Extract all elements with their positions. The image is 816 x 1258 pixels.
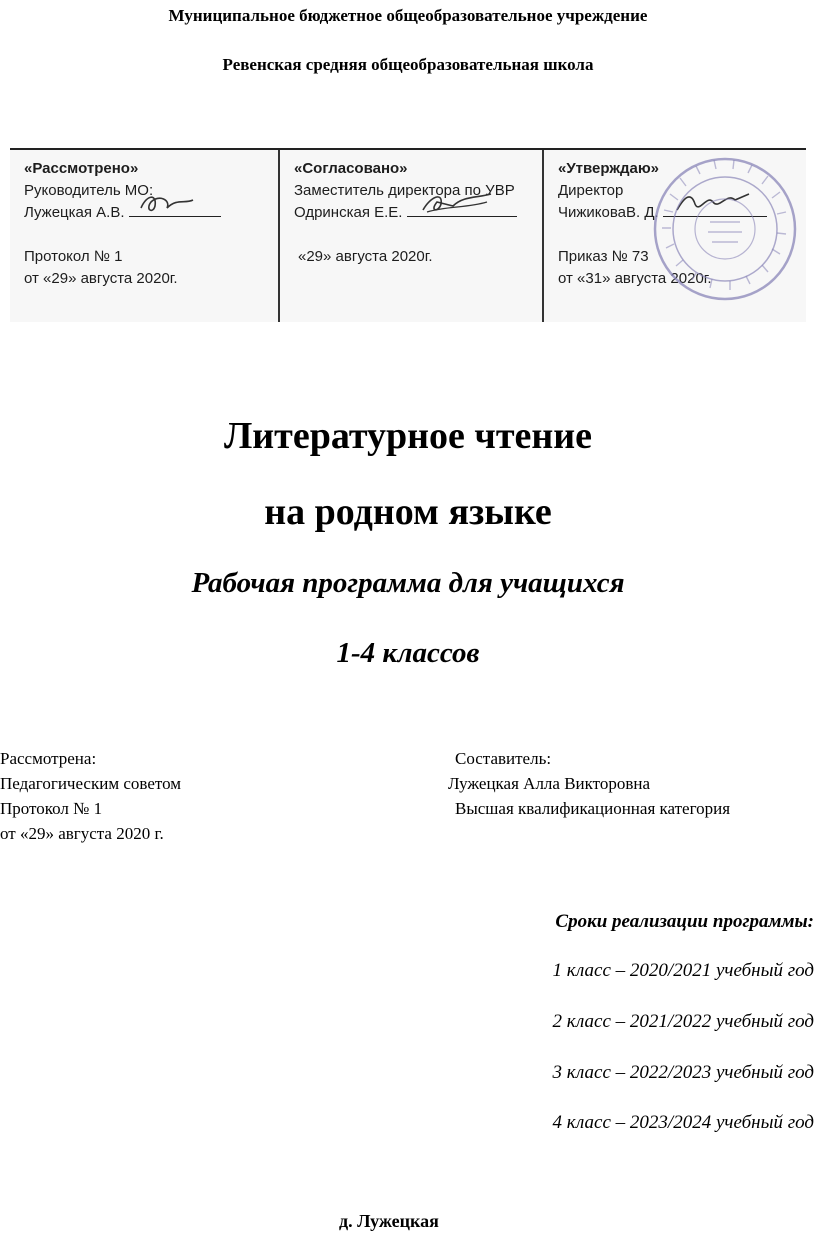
term-item-3: 3 класс – 2022/2023 учебный год (552, 1062, 814, 1083)
school-name: Ревенская средняя общеобразовательная школа (222, 55, 594, 74)
approval-agreed (278, 150, 542, 322)
agreed-signature-line (407, 202, 517, 217)
protocol-date: от «29» августа 2020 г. (0, 824, 164, 843)
author-label: Составитель: (455, 749, 552, 768)
reviewed-signature-line (129, 202, 221, 217)
right-info (448, 746, 730, 821)
page-subtitle: Рабочая программа для учащихся (191, 567, 625, 599)
reviewed-protocol: Протокол № 1 (24, 248, 123, 265)
approved-name: ЧижиковаВ. Д. (558, 204, 659, 221)
author-name: Лужецкая Алла Викторовна (448, 774, 651, 793)
reviewed-name-row (24, 202, 278, 224)
page-title-line2: на родном языке (264, 491, 552, 533)
terms-heading: Сроки реализации программы: (555, 911, 814, 932)
approved-date: от «31» августа 2020г. (558, 270, 712, 287)
agreed-name: Одринская Е.Е. (294, 204, 403, 221)
reviewed-label: Рассмотрена: (0, 749, 97, 768)
approval-table (10, 148, 806, 322)
reviewed-date: от «29» августа 2020г. (24, 270, 178, 287)
reviewed-role: Руководитель МО: (24, 182, 154, 199)
signature-icon (137, 190, 197, 218)
page-title-line1: Литературное чтение (223, 415, 593, 457)
agreed-date: «29» августа 2020г. (298, 248, 433, 265)
school-type: Муниципальное бюджетное общеобразовательное учреждение (168, 6, 648, 25)
agreed-title: «Согласовано» (294, 160, 408, 177)
reviewed-title: «Рассмотрено» (24, 160, 139, 177)
signature-icon (417, 190, 497, 218)
term-item-1: 1 класс – 2020/2021 учебный год (552, 960, 814, 981)
approval-reviewed (10, 150, 278, 322)
council-label: Педагогическим советом (0, 774, 181, 793)
protocol-label: Протокол № 1 (0, 799, 103, 818)
approved-title: «Утверждаю» (558, 160, 660, 177)
approved-order: Приказ № 73 (558, 248, 649, 265)
reviewed-name: Лужецкая А.В. (24, 204, 125, 221)
stamp-icon (650, 154, 800, 304)
approved-role: Директор (558, 182, 624, 199)
agreed-role: Заместитель директора по УВР (294, 182, 515, 199)
footer-place: д. Лужецкая (339, 1211, 439, 1231)
grades: 1-4 классов (336, 637, 480, 669)
left-info (0, 746, 181, 846)
term-item-2: 2 класс – 2021/2022 учебный год (552, 1011, 814, 1032)
term-item-4: 4 класс – 2023/2024 учебный год (552, 1112, 814, 1133)
author-category: Высшая квалификационная категория (455, 799, 731, 818)
agreed-name-row (294, 202, 542, 224)
